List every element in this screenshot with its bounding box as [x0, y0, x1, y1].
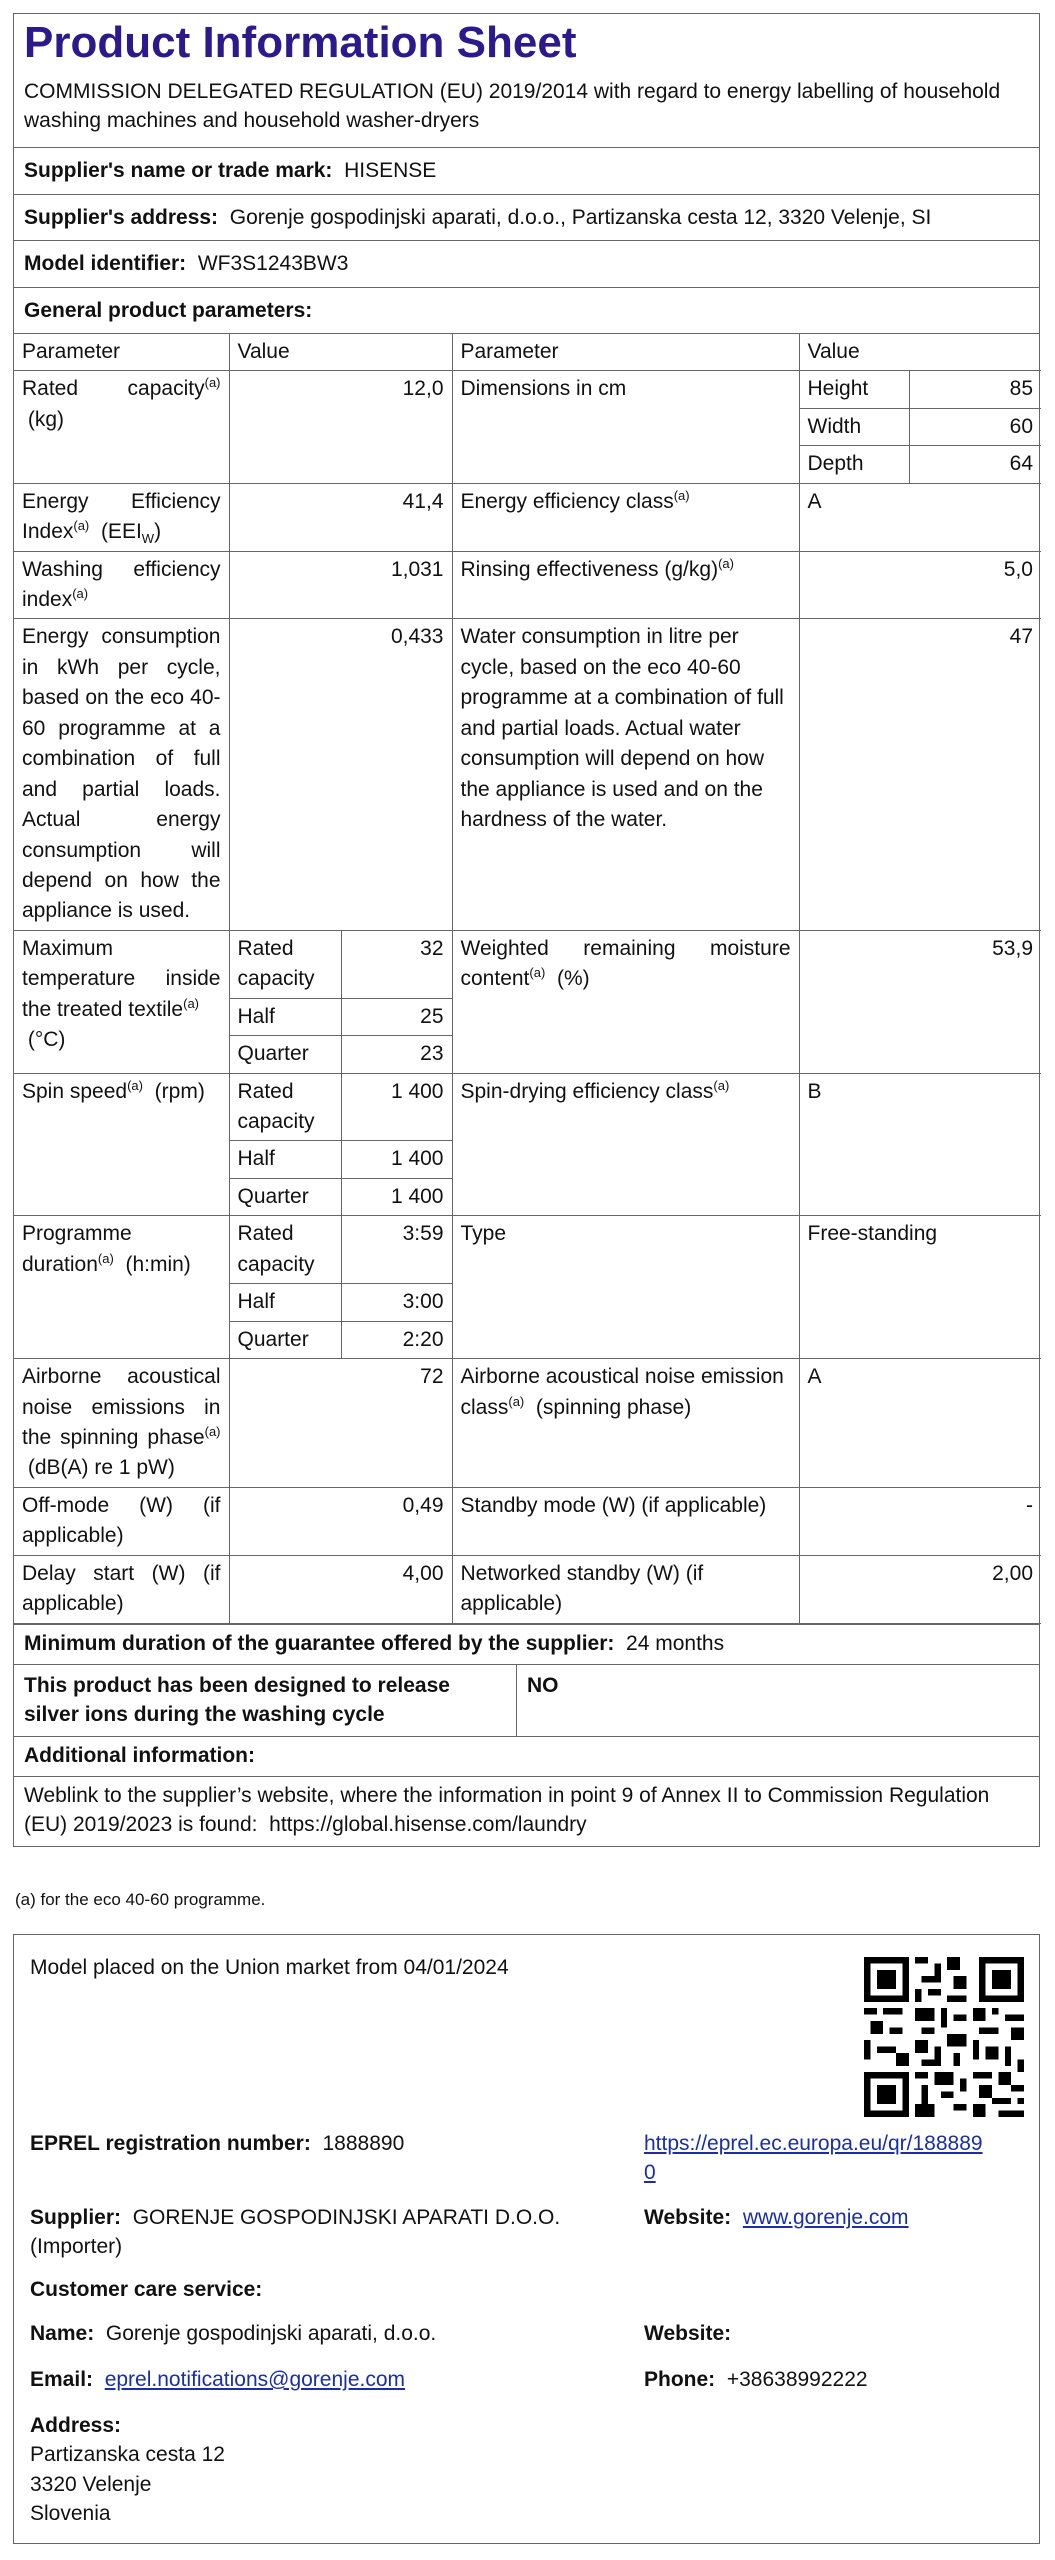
email-link[interactable]: eprel.notifications@gorenje.com: [104, 2368, 406, 2391]
duration-rated-value: 3:59: [342, 1216, 452, 1283]
table-row: [14, 551, 1041, 619]
rated-capacity-label: Rated capacity: [230, 1216, 342, 1283]
model-identifier-label: Model identifier:: [24, 252, 187, 276]
width-label: Width: [800, 408, 910, 445]
table-row: [14, 1359, 1041, 1488]
programme-duration-values: [229, 1216, 452, 1359]
supplier-address-value: Gorenje gospodinjski aparati, d.o.o., Partizanska cesta 12, 3320 Velenje, SI: [229, 205, 932, 229]
general-parameters-row: [14, 288, 1039, 334]
temp-half-value: 25: [342, 998, 452, 1035]
table-row: [14, 619, 1041, 930]
standby-value: -: [799, 1487, 1041, 1555]
delay-start-label: Delay start (W) (if applicable): [14, 1555, 229, 1623]
customer-care-label: Customer care service:: [30, 2278, 263, 2301]
header-parameter-1: Parameter: [14, 334, 229, 371]
table-row: [14, 1487, 1041, 1555]
quarter-label: Quarter: [230, 1036, 342, 1073]
phone-line: [644, 2365, 868, 2394]
page-title: Product Information Sheet: [24, 18, 577, 67]
model-identifier-row: [14, 241, 1039, 287]
silver-ions-value: NO: [527, 1673, 559, 1697]
address-line: Slovenia: [30, 2502, 111, 2526]
parameters-table: [14, 334, 1041, 1624]
care-website-label: Website:: [644, 2322, 732, 2345]
type-value: Free-standing: [799, 1216, 1041, 1359]
header-value-2: Value: [799, 334, 1041, 371]
quarter-label: Quarter: [230, 1178, 342, 1215]
energy-consumption-label: Energy consumption in kWh per cycle, based on the eco 40-60 programme at a combination of full and partial loads. Actual energy consumption will depend on how the appliance is used.: [14, 619, 229, 930]
guarantee-row: [14, 1625, 1039, 1665]
networked-standby-value: 2,00: [799, 1555, 1041, 1623]
half-label: Half: [230, 998, 342, 1035]
noise-class-value: A: [799, 1359, 1041, 1488]
supplier-value: GORENJE GOSPODINJSKI APARATI D.O.O. (Importer): [30, 2206, 561, 2259]
rated-capacity-label: Rated capacity: [230, 1074, 342, 1141]
address-label: Address:: [30, 2414, 122, 2437]
market-date: Model placed on the Union market from 04/01/2024: [30, 1956, 509, 1979]
table-header-row: [14, 334, 1041, 371]
footnote: (a) for the eco 40-60 programme.: [15, 1890, 266, 1909]
phone-label: Phone:: [644, 2368, 716, 2391]
weblink-url: https://global.hisense.com/laundry: [269, 1813, 587, 1837]
spin-class-value: B: [799, 1073, 1041, 1216]
capacity-value: 12,0: [229, 371, 452, 483]
care-name-label: Name:: [30, 2322, 95, 2345]
off-mode-label: Off-mode (W) (if applicable): [14, 1487, 229, 1555]
care-name-line: [30, 2319, 436, 2348]
eprel-registration-value: 1888890: [322, 2132, 405, 2155]
supplier-name-row: [14, 148, 1039, 194]
table-row: [14, 483, 1041, 551]
height-label: Height: [800, 371, 910, 408]
general-parameters-label: General product parameters:: [24, 298, 313, 322]
programme-duration-label: Programme duration$^{(a)}$ (h:min): [14, 1216, 229, 1359]
delay-start-value: 4,00: [229, 1555, 452, 1623]
title-block: [14, 14, 1039, 148]
guarantee-value: 24 months: [626, 1631, 725, 1655]
spin-quarter-value: 1 400: [342, 1178, 452, 1215]
phone-value: +38638992222: [726, 2368, 868, 2391]
off-mode-value: 0,49: [229, 1487, 452, 1555]
noise-class-label: Airborne acoustical noise emission class$^{(a)}$ (spinning phase): [452, 1359, 799, 1488]
website-label: Website:: [644, 2206, 732, 2229]
additional-info-row: [14, 1737, 1039, 1777]
email-label: Email:: [30, 2368, 94, 2391]
email-line: [30, 2365, 405, 2394]
silver-ions-label: This product has been designed to release silver ions during the washing cycle: [14, 1665, 517, 1736]
standby-label: Standby mode (W) (if applicable): [452, 1487, 799, 1555]
header-parameter-2: Parameter: [452, 334, 799, 371]
header-value-1: Value: [229, 334, 452, 371]
care-name-value: Gorenje gospodinjski aparati, d.o.o.: [105, 2322, 437, 2345]
capacity-label: Rated capacity$^{(a)}$ (kg): [14, 371, 229, 483]
eprel-registration-label: EPREL registration number:: [30, 2132, 311, 2155]
spin-half-value: 1 400: [342, 1141, 452, 1178]
eei-value: 41,4: [229, 483, 452, 551]
water-consumption-value: 47: [799, 619, 1041, 930]
spin-speed-values: [229, 1073, 452, 1216]
rated-capacity-label: Rated capacity: [230, 931, 342, 998]
eprel-box: [13, 1934, 1040, 2544]
spin-class-label: Spin-drying efficiency class$^{(a)}$: [452, 1073, 799, 1216]
duration-half-value: 3:00: [342, 1284, 452, 1321]
rinsing-label: Rinsing effectiveness $(g/kg)^{(a)}$: [452, 551, 799, 619]
product-information-sheet: [13, 13, 1040, 1847]
supplier-address-row: [14, 195, 1039, 241]
energy-consumption-value: 0,433: [229, 619, 452, 930]
address-line: Partizanska cesta 12: [30, 2443, 225, 2467]
address-block: [30, 2411, 225, 2529]
width-value: 60: [910, 408, 1042, 445]
noise-label: Airborne acoustical noise emissions in the spinning phase$^{(a)}$ (dB(A) re 1 pW): [14, 1359, 229, 1488]
table-row: [14, 930, 1041, 1073]
moisture-label: Weighted remaining moisture content$^{(a)}$ (%): [452, 930, 799, 1073]
qr-code-icon: [864, 1957, 1024, 2117]
eprel-registration: [30, 2129, 404, 2158]
supplier-address-label: Supplier's address:: [24, 205, 219, 229]
care-website-line: [644, 2319, 731, 2348]
dimensions-label: Dimensions in cm: [452, 371, 799, 483]
depth-value: 64: [910, 446, 1042, 483]
website-line: [644, 2203, 909, 2232]
spin-rated-value: 1 400: [342, 1074, 452, 1141]
supplier-name-value: HISENSE: [344, 159, 437, 183]
eprel-link[interactable]: https://eprel.ec.europa.eu/qr/1888890: [644, 2132, 983, 2185]
additional-info-label: Additional information:: [24, 1743, 255, 1767]
weblink-row: [14, 1777, 1039, 1846]
address-line: 3320 Velenje: [30, 2472, 152, 2496]
duration-quarter-value: 2:20: [342, 1321, 452, 1358]
supplier-label: Supplier:: [30, 2206, 122, 2229]
rinsing-value: 5,0: [799, 551, 1041, 619]
guarantee-label: Minimum duration of the guarantee offered by the supplier:: [24, 1631, 615, 1655]
regulation-text: COMMISSION DELEGATED REGULATION (EU) 2019/2014 with regard to energy labelling of household washing machines and household washer-dryers: [24, 79, 1001, 132]
silver-ions-row: [14, 1665, 1039, 1737]
depth-label: Depth: [800, 446, 910, 483]
table-row: [14, 371, 1041, 483]
model-identifier-value: WF3S1243BW3: [197, 252, 349, 276]
networked-standby-label: Networked standby (W) (if applicable): [452, 1555, 799, 1623]
energy-class-label: Energy efficiency class$^{(a)}$: [452, 483, 799, 551]
quarter-label: Quarter: [230, 1321, 342, 1358]
supplier-name-label: Supplier's name or trade mark:: [24, 159, 333, 183]
temp-rated-value: 32: [342, 931, 452, 998]
table-row: [14, 1073, 1041, 1216]
height-value: 85: [910, 371, 1042, 408]
eei-label: Energy Efficiency Index$^{(a)}$ $(EEI_W)$: [14, 483, 229, 551]
moisture-value: 53,9: [799, 930, 1041, 1073]
washing-efficiency-label: Washing efficiency index$^{(a)}$: [14, 551, 229, 619]
type-label: Type: [452, 1216, 799, 1359]
washing-efficiency-value: 1,031: [229, 551, 452, 619]
website-link[interactable]: www.gorenje.com: [742, 2206, 909, 2229]
weblink-text: Weblink to the supplier’s website, where the information in point 9 of Annex II to Commission Regulation (EU) 2019/2023 is found:: [24, 1783, 990, 1837]
table-row: [14, 1555, 1041, 1623]
max-temperature-values: [229, 930, 452, 1073]
water-consumption-label: Water consumption in litre per cycle, based on the eco 40-60 programme at a combination of full and partial loads. Actual water consumption will depend on how the appliance is used and on the hardness of the water.: [452, 619, 799, 930]
energy-class-value: A: [799, 483, 1041, 551]
spin-speed-label: Spin speed$^{(a)}$ (rpm): [14, 1073, 229, 1216]
table-row: [14, 1216, 1041, 1359]
max-temperature-label: Maximum temperature inside the treated textile$^{(a)}$ (°C): [14, 930, 229, 1073]
dimensions-values: [799, 371, 1041, 483]
half-label: Half: [230, 1141, 342, 1178]
noise-value: 72: [229, 1359, 452, 1488]
supplier-line: [30, 2203, 630, 2262]
temp-quarter-value: 23: [342, 1036, 452, 1073]
parameters-table-wrap: [14, 334, 1039, 1625]
half-label: Half: [230, 1284, 342, 1321]
